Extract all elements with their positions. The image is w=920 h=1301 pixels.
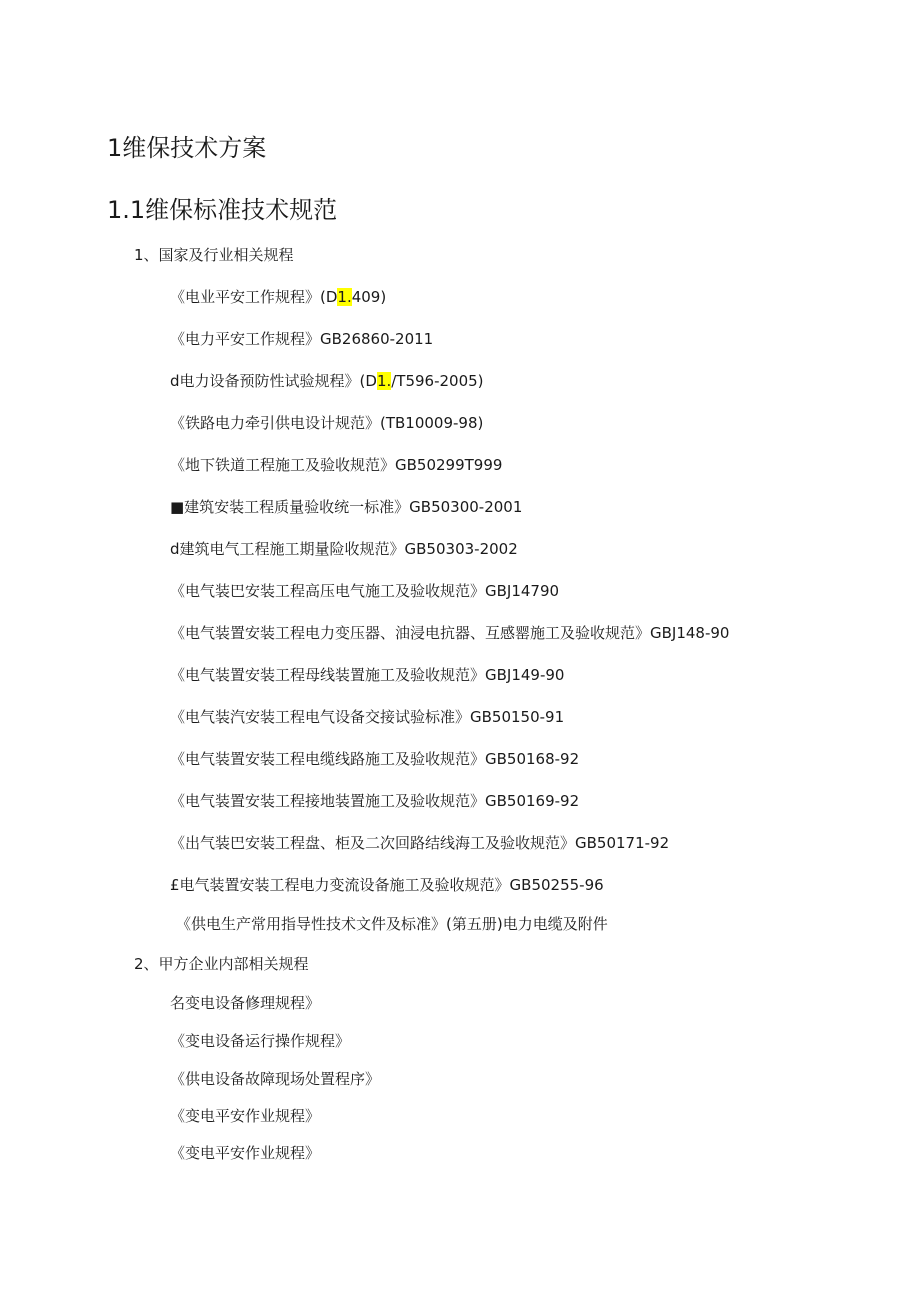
list-item: 《电业平安工作规程》(D1.409) bbox=[170, 288, 387, 306]
list-item: 《电气装汽安装工程电气设备交接试验标准》GB50150-91 bbox=[170, 708, 565, 726]
list-item: 《电气装置安装工程电缆线路施工及验收规范》GB50168-92 bbox=[170, 750, 580, 768]
list-item: 《电力平安工作规程》GB26860-2011 bbox=[170, 330, 434, 348]
list-item: 《变电平安作业规程》 bbox=[170, 1107, 321, 1125]
list-item: d建筑电气工程施工期量险收规范》GB50303-2002 bbox=[170, 540, 518, 558]
highlight: 1. bbox=[337, 288, 352, 306]
list-item: 《电气装巴安装工程高压电气施工及验收规范》GBJ14790 bbox=[170, 582, 560, 600]
heading-1: 1维保技术方案 bbox=[107, 134, 267, 162]
list-item: 《铁路电力牵引供电设计规范》(TB10009-98) bbox=[170, 414, 484, 432]
list-item: 名变电设备修理规程》 bbox=[170, 994, 321, 1012]
highlight: 1. bbox=[376, 372, 392, 390]
list-item: 《电气装置安装工程接地装置施工及验收规范》GB50169-92 bbox=[170, 792, 580, 810]
list-item: 《供电生产常用指导性技术文件及标准》(第五册)电力电缆及附件 bbox=[176, 915, 608, 933]
list-item: 《电气装置安装工程母线装置施工及验收规范》GBJ149-90 bbox=[170, 666, 565, 684]
list-item: ■建筑安装工程质量验收统一标准》GB50300-2001 bbox=[170, 498, 523, 516]
section-1-title: 1、国家及行业相关规程 bbox=[134, 246, 294, 264]
list-item: d电力设备预防性试验规程》(D1./T596-2005) bbox=[170, 372, 484, 390]
list-item: 《变电设备运行操作规程》 bbox=[170, 1032, 351, 1050]
list-item: £电气装置安装工程电力变流设备施工及验收规范》GB50255-96 bbox=[170, 876, 604, 894]
section-2-title: 2、甲方企业内部相关规程 bbox=[134, 955, 309, 973]
heading-1-1: 1.1维保标准技术规范 bbox=[107, 196, 338, 224]
list-item: 《电气装置安装工程电力变压器、油浸电抗器、互感罂施工及验收规范》GBJ148-90 bbox=[170, 624, 730, 642]
list-item: 《地下铁道工程施工及验收规范》GB50299T999 bbox=[170, 456, 503, 474]
list-item: 《变电平安作业规程》 bbox=[170, 1144, 321, 1162]
list-item: 《供电设备故障现场处置程序》 bbox=[170, 1070, 381, 1088]
list-item: 《出气装巴安装工程盘、柜及二次回路结线海工及验收规范》GB50171-92 bbox=[170, 834, 670, 852]
